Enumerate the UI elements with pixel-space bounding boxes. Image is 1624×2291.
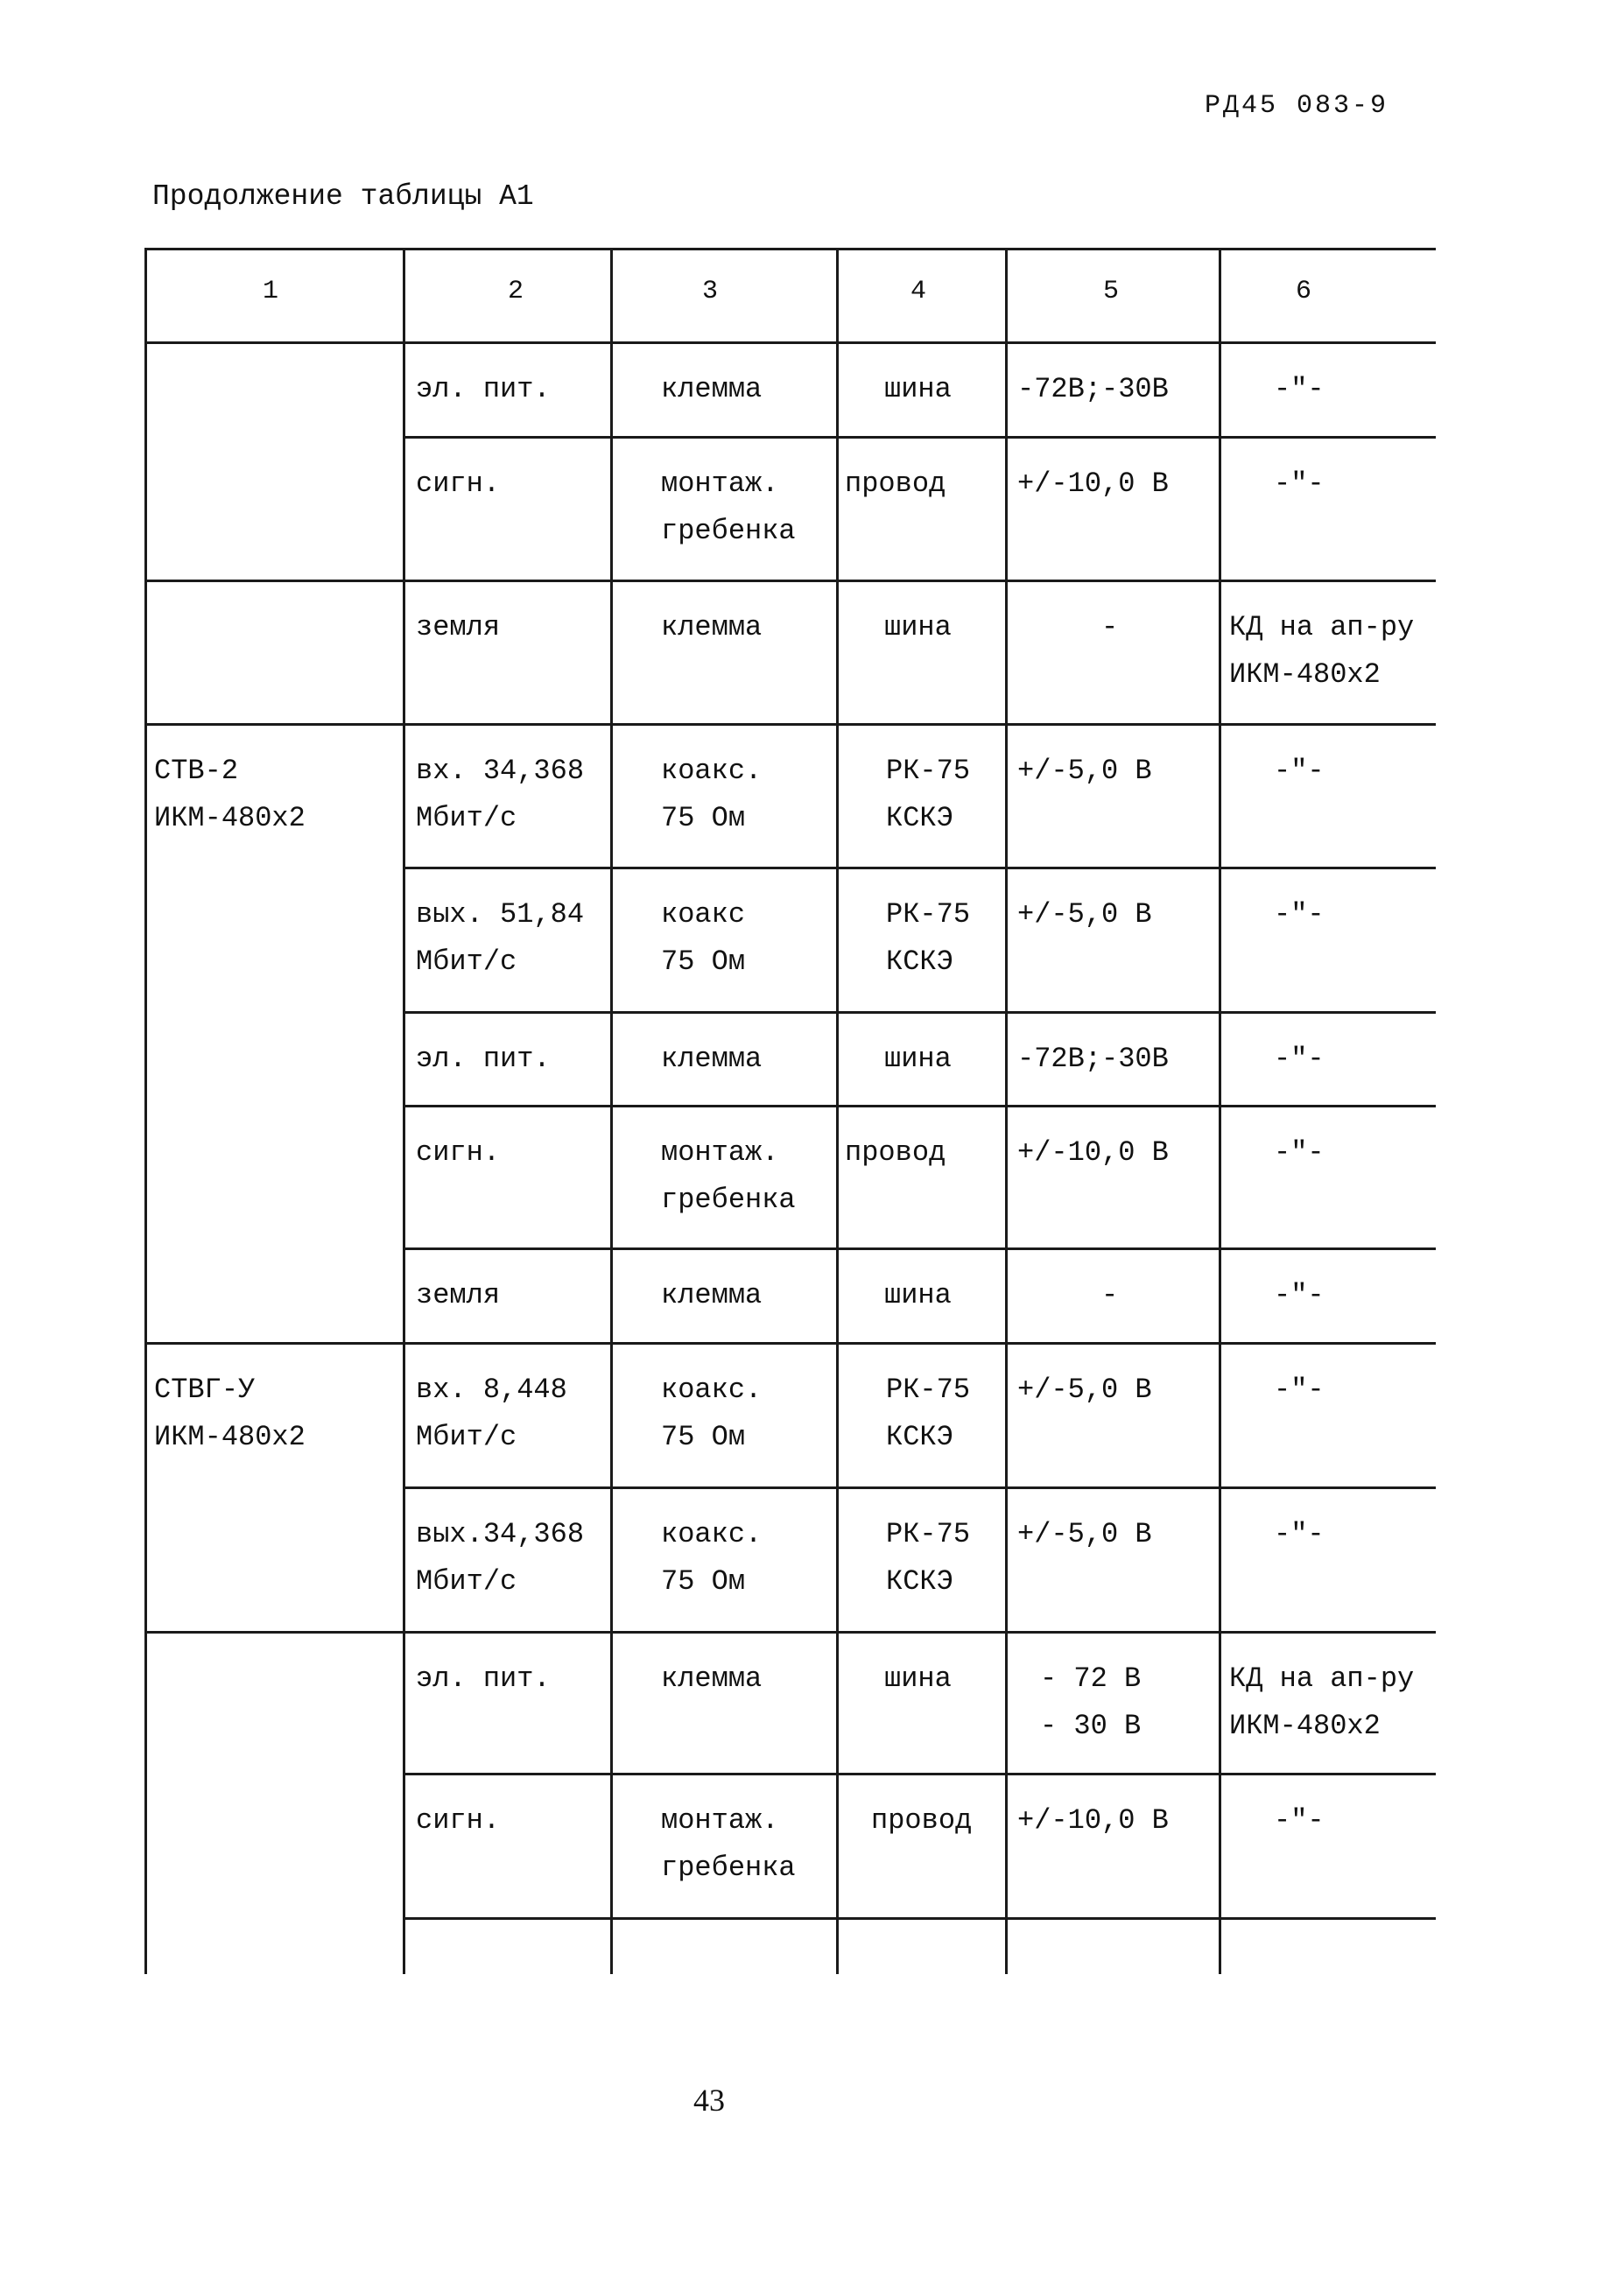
table-cell-col3 <box>661 460 796 555</box>
table-cell-col3 <box>661 1511 762 1606</box>
cell-line: провод <box>845 467 946 500</box>
row-divider <box>403 1486 1436 1489</box>
cell-line: -72В;-30В <box>1017 1043 1169 1075</box>
cell-line: клемма <box>661 1043 763 1075</box>
cell-line: 75 Ом <box>661 802 746 834</box>
cell-line: -"- <box>1274 467 1325 500</box>
cell-line: КД на ап-ру <box>1229 611 1415 643</box>
cell-line: +/-5,0 В <box>1017 898 1152 931</box>
table-cell-col3 <box>661 1036 762 1083</box>
cell-line: сигн. <box>416 1136 501 1169</box>
table-cell-col3 <box>661 748 762 842</box>
column-header-2: 2 <box>508 277 524 306</box>
table-cell-col2 <box>416 891 584 986</box>
header-divider <box>144 341 1436 344</box>
cell-line: -"- <box>1274 1043 1325 1075</box>
doc-code: РД45 083-9 <box>1205 91 1389 121</box>
cell-line: ИКМ-480х2 <box>154 802 306 834</box>
column-header-1: 1 <box>263 277 279 306</box>
table-cell-col5 <box>1017 1367 1152 1414</box>
cell-line: -72В;-30В <box>1017 373 1169 405</box>
table-cell-col4 <box>886 891 970 986</box>
table-cell-col6 <box>1229 1655 1414 1750</box>
row-divider <box>403 867 1436 869</box>
cell-line: +/-10,0 В <box>1017 1804 1169 1837</box>
cell-line: шина <box>884 1662 952 1695</box>
cell-line: сигн. <box>416 1804 501 1837</box>
cell-line: эл. пит. <box>416 1043 551 1075</box>
cell-line: ИКМ-480х2 <box>1229 1710 1381 1742</box>
table-cell-col5 <box>1017 748 1152 795</box>
column-divider-5 <box>1005 248 1008 1974</box>
cell-line: вх. 8,448 <box>416 1374 567 1406</box>
cell-line: клемма <box>661 1662 763 1695</box>
cell-line: РК-75 <box>886 1518 971 1550</box>
table-cell-col3 <box>661 1797 796 1892</box>
table-cell-col5 <box>1017 460 1169 508</box>
table-cell-col6 <box>1274 891 1325 938</box>
row-divider <box>403 1917 1436 1920</box>
table-cell-col2 <box>416 1129 500 1177</box>
cell-line: - <box>1101 611 1119 643</box>
table-cell-col4 <box>884 366 952 413</box>
cell-line: клемма <box>661 611 763 643</box>
cell-line: - 30 В <box>1040 1710 1142 1742</box>
cell-line: коакс. <box>661 1518 763 1550</box>
table-cell-col3 <box>661 1129 796 1224</box>
cell-line: ИКМ-480х2 <box>154 1421 306 1453</box>
table-cell-col2 <box>416 1655 551 1703</box>
table-cell-col2 <box>416 1511 584 1606</box>
table-cell-col2 <box>416 604 500 651</box>
cell-line: гребенка <box>661 515 796 547</box>
table-cell-col6 <box>1274 748 1325 795</box>
page-number: 43 <box>693 2083 725 2118</box>
cell-line: провод <box>845 1136 946 1169</box>
cell-line: коакс. <box>661 1374 763 1406</box>
column-divider-4 <box>836 248 839 1974</box>
column-divider-1 <box>144 248 147 1974</box>
cell-line: монтаж. <box>661 1136 779 1169</box>
cell-line: КСКЭ <box>886 945 953 978</box>
cell-line: Мбит/с <box>416 1565 517 1598</box>
cell-line: +/-10,0 В <box>1017 1136 1169 1169</box>
cell-line: эл. пит. <box>416 1662 551 1695</box>
table-cell-col6 <box>1274 1036 1325 1083</box>
cell-line: -"- <box>1274 1518 1325 1550</box>
row-divider <box>144 580 1436 582</box>
cell-line: коакс. <box>661 755 763 787</box>
row-divider <box>403 1105 1436 1107</box>
table-cell-col2 <box>416 460 500 508</box>
table-cell-col6 <box>1274 460 1325 508</box>
cell-line: -"- <box>1274 1804 1325 1837</box>
table-border-top <box>144 248 1436 250</box>
column-header-3: 3 <box>702 277 719 306</box>
cell-line: Мбит/с <box>416 945 517 978</box>
table-cell-col5 <box>1017 1036 1169 1083</box>
cell-line: провод <box>871 1804 973 1837</box>
cell-line: 75 Ом <box>661 945 746 978</box>
row-divider <box>144 723 1436 726</box>
cell-line: гребенка <box>661 1852 796 1884</box>
cell-line: +/-10,0 В <box>1017 467 1169 500</box>
row-divider <box>144 1631 1436 1634</box>
table-cell-col5 <box>1040 1655 1141 1750</box>
table-cell-col2 <box>416 1272 500 1319</box>
cell-line: монтаж. <box>661 467 779 500</box>
cell-line: земля <box>416 1279 501 1311</box>
table-cell-col3 <box>661 1272 762 1319</box>
cell-line: вых.34,368 <box>416 1518 585 1550</box>
column-divider-6 <box>1219 248 1221 1974</box>
cell-line: - <box>1101 1279 1119 1311</box>
table-cell-col5 <box>1101 604 1118 651</box>
cell-line: шина <box>884 1279 952 1311</box>
cell-line: - 72 В <box>1040 1662 1142 1695</box>
cell-line: КСКЭ <box>886 802 953 834</box>
cell-line: СТВГ-У <box>154 1374 256 1406</box>
table-caption: Продолжение таблицы А1 <box>152 180 534 213</box>
cell-line: -"- <box>1274 1279 1325 1311</box>
cell-line: РК-75 <box>886 755 971 787</box>
table-cell-col5 <box>1017 366 1169 413</box>
table-cell-col2 <box>416 366 551 413</box>
table-cell-col4 <box>884 604 952 651</box>
cell-line: ИКМ-480х2 <box>1229 658 1381 691</box>
cell-line: +/-5,0 В <box>1017 1374 1152 1406</box>
table-cell-col5 <box>1017 1511 1152 1558</box>
cell-line: вых. 51,84 <box>416 898 585 931</box>
column-divider-3 <box>610 248 613 1974</box>
cell-line: шина <box>884 1043 952 1075</box>
cell-line: -"- <box>1274 898 1325 931</box>
cell-line: вх. 34,368 <box>416 755 585 787</box>
table-cell-col6 <box>1274 1511 1325 1558</box>
table-cell-col4 <box>884 1036 952 1083</box>
cell-line: 75 Ом <box>661 1565 746 1598</box>
cell-line: РК-75 <box>886 898 971 931</box>
cell-line: гребенка <box>661 1184 796 1216</box>
cell-line: монтаж. <box>661 1804 779 1837</box>
cell-line: коакс <box>661 898 746 931</box>
cell-line: КСКЭ <box>886 1565 953 1598</box>
table-cell-col5 <box>1017 1797 1169 1845</box>
table-cell-col6 <box>1274 1272 1325 1319</box>
cell-line: 75 Ом <box>661 1421 746 1453</box>
table-cell-col6 <box>1274 1129 1325 1177</box>
cell-line: земля <box>416 611 501 643</box>
table-cell-col5 <box>1101 1272 1118 1319</box>
cell-line: эл. пит. <box>416 373 551 405</box>
table-cell-col3 <box>661 604 762 651</box>
cell-line: Мбит/с <box>416 802 517 834</box>
cell-line: шина <box>884 373 952 405</box>
cell-line: -"- <box>1274 1374 1325 1406</box>
cell-line: КСКЭ <box>886 1421 953 1453</box>
table-cell-col2 <box>416 748 584 842</box>
table-cell-col5 <box>1017 1129 1169 1177</box>
table-cell-col4 <box>884 1272 952 1319</box>
column-header-5: 5 <box>1103 277 1120 306</box>
table-cell-col6 <box>1274 1367 1325 1414</box>
column-divider-2 <box>403 248 405 1974</box>
table-cell-col2 <box>416 1367 567 1461</box>
table-cell-col3 <box>661 1655 762 1703</box>
cell-line: РК-75 <box>886 1374 971 1406</box>
table-cell-col3 <box>661 366 762 413</box>
cell-line: +/-5,0 В <box>1017 1518 1152 1550</box>
table-cell-col1 <box>154 748 306 842</box>
cell-line: сигн. <box>416 467 501 500</box>
table-cell-col4 <box>886 1511 970 1606</box>
table-cell-col6 <box>1274 1797 1325 1845</box>
table-cell-col2 <box>416 1036 551 1083</box>
cell-line: СТВ-2 <box>154 755 239 787</box>
table-cell-col6 <box>1229 604 1414 699</box>
table-cell-col4 <box>845 1129 946 1177</box>
cell-line: клемма <box>661 373 763 405</box>
cell-line: +/-5,0 В <box>1017 755 1152 787</box>
table-cell-col4 <box>886 1367 970 1461</box>
table-cell-col1 <box>154 1367 306 1461</box>
table-cell-col6 <box>1274 366 1325 413</box>
cell-line: -"- <box>1274 1136 1325 1169</box>
row-divider <box>403 1247 1436 1250</box>
table-cell-col4 <box>871 1797 972 1845</box>
cell-line: шина <box>884 611 952 643</box>
cell-line: -"- <box>1274 373 1325 405</box>
cell-line: Мбит/с <box>416 1421 517 1453</box>
table-cell-col5 <box>1017 891 1152 938</box>
table-cell-col3 <box>661 1367 762 1461</box>
row-divider <box>403 1773 1436 1775</box>
table-cell-col4 <box>845 460 946 508</box>
cell-line: КД на ап-ру <box>1229 1662 1415 1695</box>
row-divider <box>403 436 1436 439</box>
cell-line: клемма <box>661 1279 763 1311</box>
column-header-4: 4 <box>910 277 927 306</box>
row-divider <box>144 1342 1436 1345</box>
cell-line: -"- <box>1274 755 1325 787</box>
table-cell-col4 <box>884 1655 952 1703</box>
row-divider <box>403 1011 1436 1014</box>
table-cell-col4 <box>886 748 970 842</box>
table-cell-col3 <box>661 891 745 986</box>
table-cell-col2 <box>416 1797 500 1845</box>
column-header-6: 6 <box>1296 277 1312 306</box>
